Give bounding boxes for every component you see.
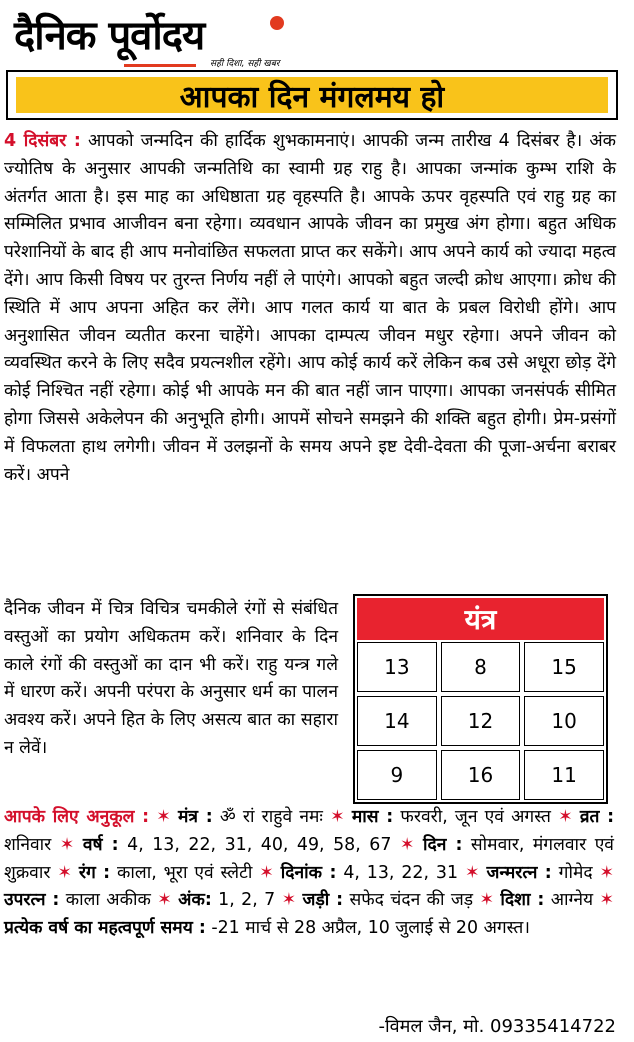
upratna-label: उपरत्न :	[4, 890, 60, 911]
month-value: फरवरी, जून एवं अगस्त	[400, 807, 551, 827]
yantra-cell: 14	[357, 696, 437, 746]
star-icon: ✶	[599, 862, 615, 883]
yantra-cell: 8	[441, 642, 521, 692]
date-label: दिनांक :	[280, 862, 337, 883]
color-label: रंग :	[78, 862, 111, 883]
star-icon: ✶	[259, 862, 274, 883]
month-label: मास :	[351, 807, 394, 827]
gem-label: जन्मरत्न :	[486, 862, 552, 883]
banner-fill	[16, 77, 608, 113]
favourable-section	[4, 804, 614, 943]
banner-title: आपका दिन मंगलमय हो	[179, 79, 445, 115]
mantra-label: मंत्र :	[178, 807, 213, 827]
mantra-value: ॐ रां राहुवे नमः	[219, 807, 323, 827]
yantra-cell: 15	[524, 642, 604, 692]
yantra-box	[353, 594, 608, 804]
star-icon: ✶	[399, 834, 415, 855]
vrat-value: शनिवार	[4, 834, 52, 855]
gem-value: गोमेद	[558, 862, 593, 883]
upratna-value: काला अकीक	[65, 890, 151, 911]
yantra-title: यंत्र	[357, 598, 604, 640]
masthead	[14, 4, 284, 68]
star-icon: ✶	[479, 890, 495, 911]
masthead-tagline: सही दिशा, सही खबर	[210, 59, 280, 69]
vrat-label: व्रत :	[579, 807, 615, 827]
favourable-heading: आपके लिए अनुकूल :	[4, 807, 150, 827]
star-icon: ✶	[558, 807, 573, 827]
yantra-cell: 11	[524, 750, 604, 800]
day-label: दिन :	[423, 834, 463, 855]
article-date: 4 दिसंबर :	[4, 131, 81, 151]
article-text: आपको जन्मदिन की हार्दिक शुभकामनाएं। आपकी जन्म तारीख 4 दिसंबर है। अंक ज्योतिष के अनुसार आपकी जन्मतिथि का स्वामी ग्रह राहु है। आपका जन्मांक कुम्भ राशि के अंतर्गत आता है। इस माह का अधिष्ठाता ग्रह वृहस्पति है। आपके ऊपर वृहस्पति एवं राहु ग्रह का सम्मिलित प्रभाव आजीवन बना रहेगा। व्यवधान आपके जीवन का प्रमुख अंग होगा। बहुत अधिक परेशानियों के बाद ही आप मनोवांछित सफलता प्राप्त कर सकेंगे। आप अपने कार्य को ज्यादा महत्व देंगे। आप किसी विषय पर तुरन्त निर्णय नहीं ले पाएंगे। आपको बहुत जल्दी क्रोध आएगा। क्रोध की स्थिति में आप अपना अहित कर लेंगे। आप गलत कार्य या बात के प्रबल विरोधी होंगे। आप अनुशासित जीवन व्यतीत करना चाहेंगे। आपका दाम्पत्य जीवन मधुर रहेगा। अपने जीवन को व्यवस्थित करने के लिए सदैव प्रयत्नशील रहेंगे। आप कोई कार्य करें लेकिन कब उसे अधूरा छोड़ देंगे कोई निश्चित नहीं रहेगा। कोई भी आपके मन की बात नहीं जान पाएगा। आपका जनसंपर्क सीमित होगा जिससे अकेलेपन की अनुभूति होगी। आपमें सोचने समझने की शक्ति बहुत होगी। प्रेम-प्रसंगों में विफलता हाथ लगेगी। जीवन में उलझनों के समय अपने इष्ट देवी-देवता की पूजा-अर्चना बराबर करें। अपने	[4, 131, 617, 485]
number-value: 1, 2, 7	[218, 890, 276, 911]
yantra-cell: 16	[441, 750, 521, 800]
period-value: -21 मार्च से 28 अप्रैल, 10 जुलाई से 20 अगस्त।	[211, 918, 530, 939]
direction-value: आग्नेय	[550, 890, 594, 911]
number-label: अंक:	[178, 890, 212, 911]
period-label: प्रत्येक वर्ष का महत्वपूर्ण समय :	[4, 918, 206, 939]
star-icon: ✶	[59, 834, 75, 855]
article-text-narrow: दैनिक जीवन में चित्र विचित्र चमकीले रंगों से संबंधित वस्तुओं का प्रयोग अधिकतम करें। शनिवार के दिन काले रंगों की वस्तुओं का दान भी करें। राहु यन्त्र गले में धारण करें। अपनी परंपरा के अनुसार धर्म का पालन अवश्य करें। अपने हित के लिए असत्य बात का सहारा न लेवें।	[4, 599, 338, 758]
star-icon: ✶	[156, 807, 171, 827]
root-label: जड़ी :	[302, 890, 344, 911]
star-icon: ✶	[157, 890, 172, 911]
date-value: 4, 13, 22, 31	[343, 862, 459, 883]
masthead-dot-icon	[270, 16, 284, 30]
year-value: 4, 13, 22, 31, 40, 49, 58, 67	[127, 834, 392, 855]
title-banner	[6, 70, 618, 120]
star-icon: ✶	[464, 862, 480, 883]
year-label: वर्ष :	[82, 834, 119, 855]
color-value: काला, भूरा एवं स्लेटी	[117, 862, 253, 883]
star-icon: ✶	[281, 890, 297, 911]
direction-label: दिशा :	[500, 890, 545, 911]
article-body	[4, 128, 616, 489]
yantra-grid	[357, 642, 604, 800]
star-icon: ✶	[330, 807, 345, 827]
yantra-cell: 13	[357, 642, 437, 692]
masthead-title: दैनिक पूर्वोदय	[14, 13, 205, 59]
author-signature: -विमल जैन, मो. 09335414722	[378, 1016, 616, 1037]
masthead-rule	[124, 64, 196, 67]
day-value: सोमवार, मंगलवार एवं शुक्रवार	[4, 834, 614, 883]
root-value: सफेद चंदन की जड़	[349, 890, 474, 911]
star-icon: ✶	[57, 862, 72, 883]
yantra-cell: 9	[357, 750, 437, 800]
yantra-cell: 12	[441, 696, 521, 746]
yantra-cell: 10	[524, 696, 604, 746]
star-icon: ✶	[599, 890, 615, 911]
